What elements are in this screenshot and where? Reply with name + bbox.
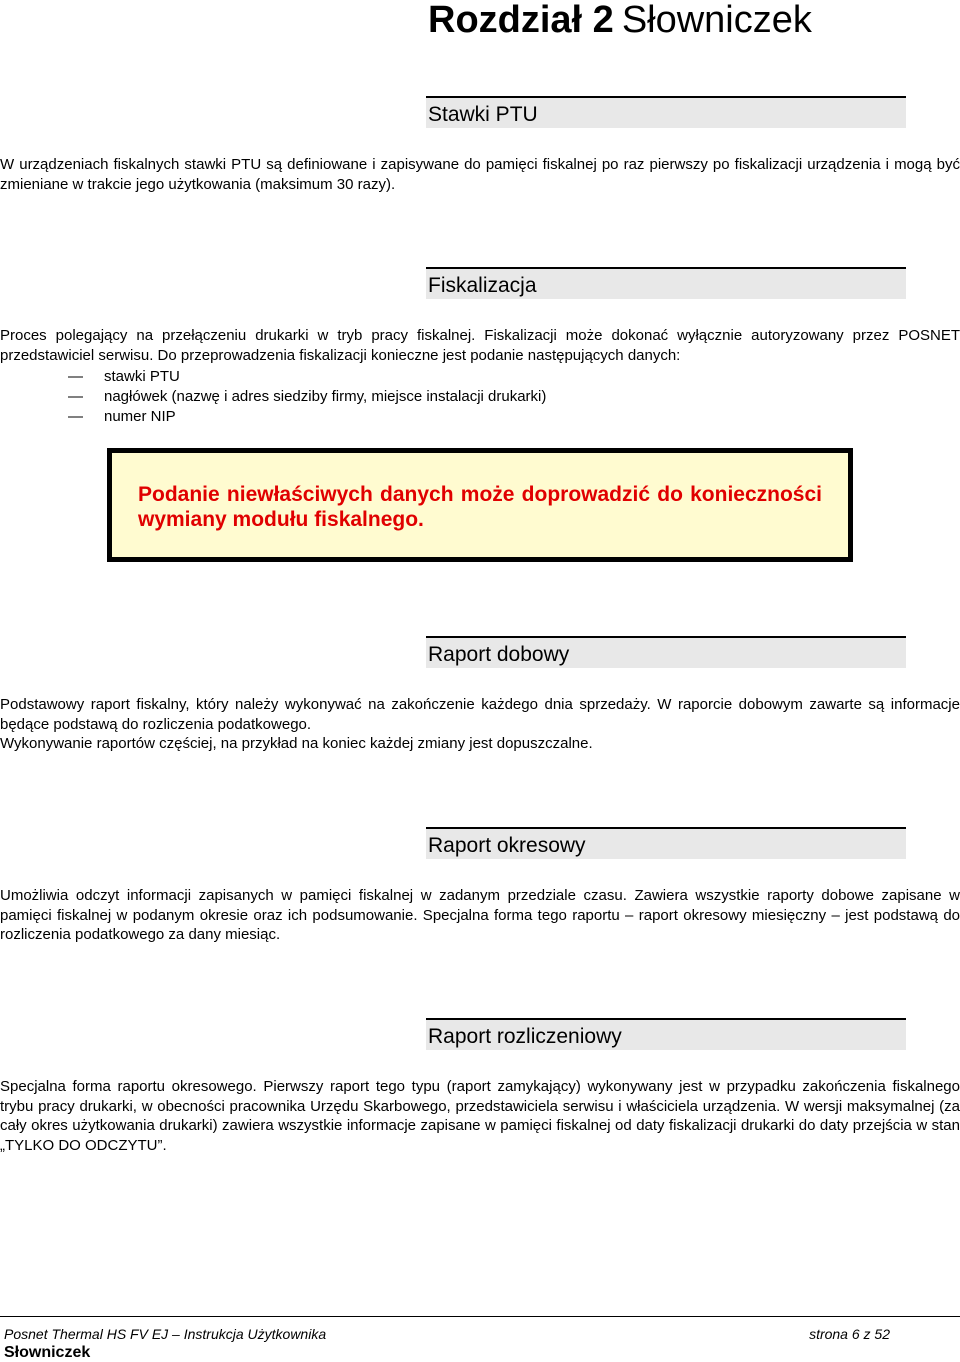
list-item: — numer NIP <box>0 407 960 427</box>
paragraph-raport-rozliczeniowy: Specjalna forma raportu okresowego. Pierwszy raport tego typu (raport zamykający) wykonywany jest w przypadku zakończenia fiskalnego trybu pracy drukarki, w obecności pracownika Urzędu Skarbowego, przedstawiciela serwisu i właściciela urządzenia. W wersji maksymalnej (za cały okres użytkowania drukarki) zawiera wszystkie informacje zapisane w pamięci fiskalnej od daty fiskalizacji drukarki do daty przejścia w stan „TYLKO DO ODCZYTU”. <box>0 1078 960 1154</box>
heading-stawki-ptu: Stawki PTU <box>426 96 906 128</box>
footer-divider <box>0 1316 960 1317</box>
heading-raport-rozliczeniowy: Raport rozliczeniowy <box>426 1018 906 1050</box>
paragraph-fiskalizacja: Proces polegający na przełączeniu drukarki w tryb pracy fiskalnej. Fiskalizacji może dokonać wyłącznie autoryzowany przez POSNET przedstawiciel serwisu. Do przeprowadzenia fiskalizacji konieczne jest podanie następujących danych: <box>0 327 960 364</box>
heading-raport-okresowy: Raport okresowy <box>426 827 906 859</box>
chapter-title <box>428 0 812 40</box>
heading-raport-dobowy: Raport dobowy <box>426 636 906 668</box>
list-item: — stawki PTU <box>0 367 960 387</box>
list-item: — nagłówek (nazwę i adres siedziby firmy, miejsce instalacji drukarki) <box>0 387 960 407</box>
chapter-name: Słowniczek <box>621 0 812 41</box>
footer-page-number: strona 6 z 52 <box>809 1326 890 1342</box>
paragraph-raport-dobowy-2: Wykonywanie raportów częściej, na przykład na koniec każdej zmiany jest dopuszczalne. <box>0 735 593 752</box>
paragraph-raport-okresowy: Umożliwia odczyt informacji zapisanych w pamięci fiskalnej w zadanym przedziale czasu. Zawiera wszystkie raporty dobowe zapisane w pamięci fiskalnej w podanym okresie oraz ich podsumowanie. Specjalna forma tego raportu – raport okresowy miesięczny – jest podstawą do rozliczenia podatkowego za dany miesiąc. <box>0 887 960 943</box>
chapter-label: Rozdział 2 <box>428 0 614 41</box>
paragraph-raport-dobowy: Podstawowy raport fiskalny, który należy wykonywać na zakończenie każdego dnia sprzedaży. W raporcie dobowym zawarte są informacje będące podstawą do rozliczenia podatkowego. <box>0 696 960 733</box>
fiskalizacja-data-list <box>0 367 960 427</box>
footer-doc-title: Posnet Thermal HS FV EJ – Instrukcja Użytkownika <box>4 1326 327 1342</box>
footer-section-name: Słowniczek <box>4 1344 91 1361</box>
heading-fiskalizacja: Fiskalizacja <box>426 267 906 299</box>
paragraph-stawki-ptu: W urządzeniach fiskalnych stawki PTU są definiowane i zapisywane do pamięci fiskalnej po raz pierwszy po fiskalizacji urządzenia i mogą być zmieniane w trakcie jego użytkowania (maksimum 30 razy). <box>0 156 960 193</box>
warning-box <box>107 448 853 562</box>
warning-text: Podanie niewłaściwych danych może doprowadzić do konieczności wymiany modułu fiskalnego. <box>138 483 822 531</box>
